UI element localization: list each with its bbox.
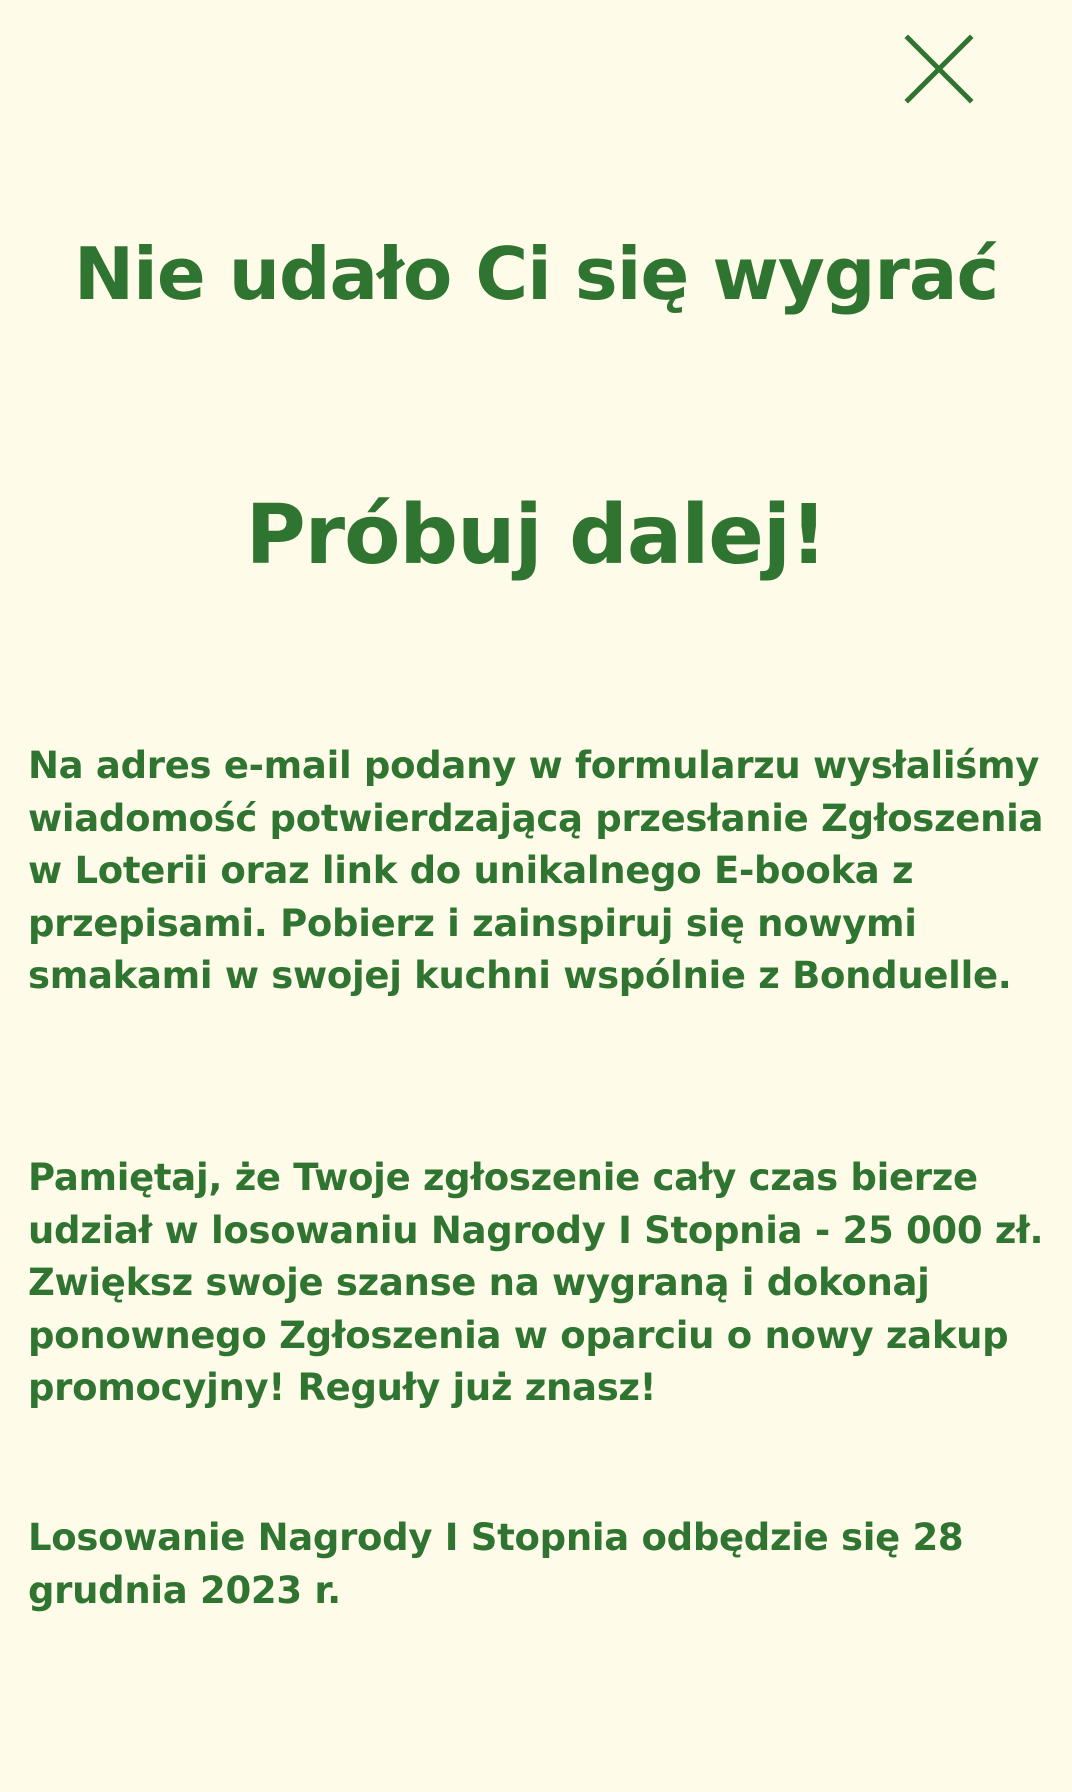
encouragement-heading: Próbuj dalej!: [245, 488, 827, 583]
close-button[interactable]: [900, 30, 978, 108]
lottery-reminder-text: Pamiętaj, że Twoje zgłoszenie cały czas bierze udział w losowaniu Nagrody I Stopnia - 25 000 zł. Zwiększ swoje szanse na wygraną i dokonaj ponownego Zgłoszenia w oparciu o nowy zakup promocyjny! Reguły już znasz!: [28, 1156, 1044, 1409]
close-icon: [900, 30, 978, 108]
result-title: Nie udało Ci się wygrać: [73, 232, 999, 316]
email-confirmation-text: Na adres e-mail podany w formularzu wysłaliśmy wiadomość potwierdzającą przesłanie Zgłoszenia w Loterii oraz link do unikalnego E-booka z przepisami. Pobierz i zainspiruj się nowymi smakami w swojej kuchni wspólnie z Bonduelle.: [28, 744, 1044, 997]
draw-date-text: Losowanie Nagrody I Stopnia odbędzie się 28 grudnia 2023 r.: [28, 1516, 964, 1612]
